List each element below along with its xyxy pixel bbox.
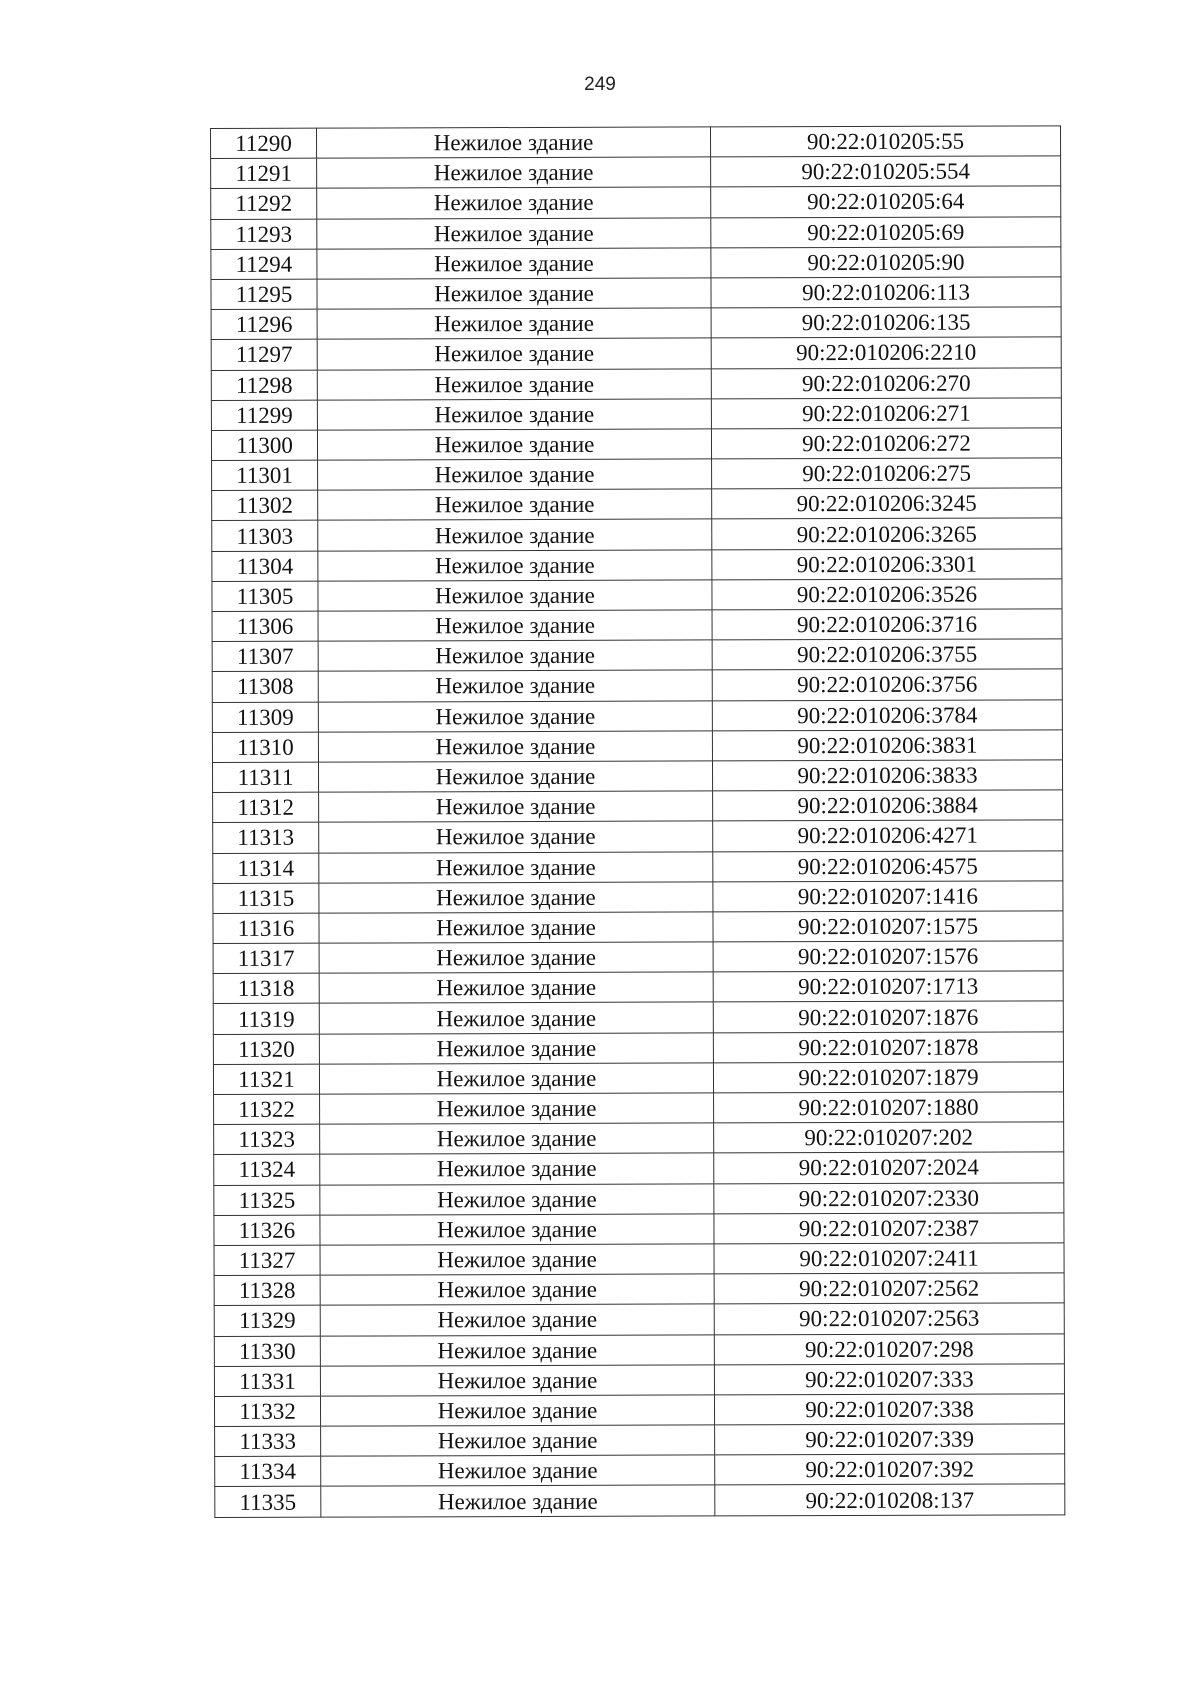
registry-table [210,125,1065,1517]
cadastral-number-cell: 90:22:010207:202 [714,1122,1064,1153]
cadastral-number-cell: 90:22:010206:271 [711,398,1061,429]
object-type-cell: Нежилое здание [319,942,713,973]
table-row [214,1243,1064,1276]
object-type-cell: Нежилое здание [319,972,713,1003]
row-number-cell: 11311 [212,762,318,793]
object-type-cell: Нежилое здание [319,791,713,822]
table-row [214,1213,1064,1246]
cadastral-number-cell: 90:22:010206:2210 [711,337,1061,368]
cadastral-number-cell: 90:22:010206:4575 [713,850,1063,881]
table-row [212,760,1062,793]
row-number-cell: 11323 [214,1124,320,1155]
row-number-cell: 11297 [211,339,317,370]
object-type-cell: Нежилое здание [319,912,713,943]
table-row [213,850,1063,883]
object-type-cell: Нежилое здание [317,338,711,369]
table-row [215,1424,1065,1457]
row-number-cell: 11304 [212,551,318,582]
object-type-cell: Нежилое здание [319,1063,713,1094]
row-number-cell: 11302 [212,490,318,521]
cadastral-number-cell: 90:22:010205:554 [711,156,1061,187]
object-type-cell: Нежилое здание [320,1093,714,1124]
cadastral-number-cell: 90:22:010206:3245 [712,488,1062,519]
row-number-cell: 11321 [213,1064,319,1095]
table-row [213,820,1063,853]
row-number-cell: 11308 [212,672,318,703]
table-row [213,971,1063,1004]
object-type-cell: Нежилое здание [318,610,712,641]
table-row [213,941,1063,974]
object-type-cell: Нежилое здание [320,1214,714,1245]
row-number-cell: 11291 [211,158,317,189]
row-number-cell: 11335 [215,1487,321,1518]
object-type-cell: Нежилое здание [317,368,711,399]
cadastral-number-cell: 90:22:010205:64 [711,186,1061,217]
cadastral-number-cell: 90:22:010206:3831 [712,730,1062,761]
cadastral-number-cell: 90:22:010206:3716 [712,609,1062,640]
row-number-cell: 11290 [211,128,317,159]
table-row [211,156,1061,189]
cadastral-number-cell: 90:22:010207:1878 [713,1031,1063,1062]
object-type-cell: Нежилое здание [318,550,712,581]
table-row [211,186,1061,219]
row-number-cell: 11296 [211,309,317,340]
row-number-cell: 11328 [214,1275,320,1306]
object-type-cell: Нежилое здание [320,1274,714,1305]
object-type-cell: Нежилое здание [318,731,712,762]
object-type-cell: Нежилое здание [321,1455,715,1486]
row-number-cell: 11318 [213,973,319,1004]
object-type-cell: Нежилое здание [318,640,712,671]
row-number-cell: 11310 [212,732,318,763]
cadastral-number-cell: 90:22:010206:3784 [712,699,1062,730]
table-row [215,1484,1065,1517]
row-number-cell: 11331 [214,1366,320,1397]
cadastral-number-cell: 90:22:010207:1575 [713,911,1063,942]
row-number-cell: 11332 [214,1396,320,1427]
cadastral-number-cell: 90:22:010207:2330 [714,1182,1064,1213]
cadastral-number-cell: 90:22:010205:55 [710,126,1060,157]
table-row [211,398,1061,431]
cadastral-number-cell: 90:22:010205:69 [711,216,1061,247]
table-row [212,669,1062,702]
cadastral-number-cell: 90:22:010207:2563 [714,1303,1064,1334]
row-number-cell: 11326 [214,1215,320,1246]
object-type-cell: Нежилое здание [318,580,712,611]
row-number-cell: 11307 [212,641,318,672]
cadastral-number-cell: 90:22:010207:1876 [713,1001,1063,1032]
table-row [212,579,1062,612]
table-row [214,1152,1064,1185]
row-number-cell: 11322 [214,1094,320,1125]
object-type-cell: Нежилое здание [317,157,711,188]
object-type-cell: Нежилое здание [317,248,711,279]
row-number-cell: 11303 [212,521,318,552]
object-type-cell: Нежилое здание [319,821,713,852]
row-number-cell: 11327 [214,1245,320,1276]
row-number-cell: 11312 [213,792,319,823]
object-type-cell: Нежилое здание [321,1425,715,1456]
table-row [214,1364,1064,1397]
table-row [213,790,1063,823]
table-row [212,699,1062,732]
object-type-cell: Нежилое здание [317,187,711,218]
object-type-cell: Нежилое здание [318,670,712,701]
row-number-cell: 11309 [212,702,318,733]
row-number-cell: 11324 [214,1155,320,1186]
table-row [211,126,1061,159]
table-body [211,126,1065,1517]
table-row [212,488,1062,521]
cadastral-number-cell: 90:22:010205:90 [711,247,1061,278]
row-number-cell: 11295 [211,279,317,310]
row-number-cell: 11317 [213,943,319,974]
cadastral-number-cell: 90:22:010206:3884 [713,790,1063,821]
cadastral-number-cell: 90:22:010207:1713 [713,971,1063,1002]
table-row [211,337,1061,370]
table-row [214,1182,1064,1215]
object-type-cell: Нежилое здание [319,851,713,882]
row-number-cell: 11300 [211,430,317,461]
table-row [212,639,1062,672]
object-type-cell: Нежилое здание [318,489,712,520]
table-row [212,518,1062,551]
table-row [212,609,1062,642]
cadastral-number-cell: 90:22:010206:135 [711,307,1061,338]
table-row [212,730,1062,763]
row-number-cell: 11330 [214,1336,320,1367]
cadastral-number-cell: 90:22:010207:2411 [714,1243,1064,1274]
table-row [214,1122,1064,1155]
table-row [214,1273,1064,1306]
row-number-cell: 11320 [213,1034,319,1065]
object-type-cell: Нежилое здание [320,1304,714,1335]
row-number-cell: 11298 [211,370,317,401]
row-number-cell: 11305 [212,581,318,612]
cadastral-number-cell: 90:22:010206:3301 [712,548,1062,579]
cadastral-number-cell: 90:22:010207:2024 [714,1152,1064,1183]
table-row [213,1031,1063,1064]
row-number-cell: 11313 [213,822,319,853]
row-number-cell: 11325 [214,1185,320,1216]
cadastral-number-cell: 90:22:010206:3265 [712,518,1062,549]
object-type-cell: Нежилое здание [320,1183,714,1214]
table-row [211,307,1061,340]
table-row [213,1001,1063,1034]
object-type-cell: Нежилое здание [320,1244,714,1275]
row-number-cell: 11293 [211,219,317,250]
object-type-cell: Нежилое здание [317,308,711,339]
object-type-cell: Нежилое здание [318,519,712,550]
table-row [211,367,1061,400]
object-type-cell: Нежилое здание [318,761,712,792]
table-row [211,277,1061,310]
row-number-cell: 11329 [214,1305,320,1336]
object-type-cell: Нежилое здание [317,278,711,309]
table-row [213,881,1063,914]
object-type-cell: Нежилое здание [321,1485,715,1516]
object-type-cell: Нежилое здание [320,1334,714,1365]
row-number-cell: 11306 [212,611,318,642]
cadastral-number-cell: 90:22:010206:3755 [712,639,1062,670]
cadastral-number-cell: 90:22:010207:339 [715,1424,1065,1455]
cadastral-number-cell: 90:22:010207:333 [714,1364,1064,1395]
cadastral-number-cell: 90:22:010207:1880 [714,1092,1064,1123]
cadastral-number-cell: 90:22:010207:1416 [713,881,1063,912]
cadastral-number-cell: 90:22:010206:3833 [712,760,1062,791]
cadastral-number-cell: 90:22:010207:338 [714,1394,1064,1425]
row-number-cell: 11315 [213,883,319,914]
page-number: 249 [584,74,616,95]
row-number-cell: 11292 [211,189,317,220]
cadastral-number-cell: 90:22:010207:392 [715,1454,1065,1485]
cadastral-number-cell: 90:22:010206:275 [712,458,1062,489]
row-number-cell: 11319 [213,1004,319,1035]
table-row [211,216,1061,249]
cadastral-number-cell: 90:22:010208:137 [715,1484,1065,1515]
table-row [214,1394,1064,1427]
object-type-cell: Нежилое здание [319,882,713,913]
table-row [214,1303,1064,1336]
cadastral-number-cell: 90:22:010206:270 [711,367,1061,398]
table-row [211,247,1061,280]
object-type-cell: Нежилое здание [317,399,711,430]
row-number-cell: 11316 [213,913,319,944]
object-type-cell: Нежилое здание [320,1153,714,1184]
row-number-cell: 11334 [215,1456,321,1487]
table-row [212,548,1062,581]
table-row [214,1333,1064,1366]
table-row [212,458,1062,491]
object-type-cell: Нежилое здание [320,1395,714,1426]
cadastral-number-cell: 90:22:010206:3526 [712,579,1062,610]
row-number-cell: 11301 [212,460,318,491]
object-type-cell: Нежилое здание [319,1033,713,1064]
cadastral-number-cell: 90:22:010207:1879 [713,1062,1063,1093]
table-row [213,911,1063,944]
cadastral-number-cell: 90:22:010207:2562 [714,1273,1064,1304]
table-row [214,1092,1064,1125]
row-number-cell: 11333 [215,1426,321,1457]
object-type-cell: Нежилое здание [320,1123,714,1154]
table-row [215,1454,1065,1487]
cadastral-number-cell: 90:22:010207:1576 [713,941,1063,972]
cadastral-number-cell: 90:22:010206:3756 [712,669,1062,700]
object-type-cell: Нежилое здание [319,1002,713,1033]
object-type-cell: Нежилое здание [317,217,711,248]
object-type-cell: Нежилое здание [320,1365,714,1396]
cadastral-number-cell: 90:22:010206:113 [711,277,1061,308]
cadastral-number-cell: 90:22:010207:298 [714,1333,1064,1364]
row-number-cell: 11299 [211,400,317,431]
row-number-cell: 11294 [211,249,317,280]
table-row [211,428,1061,461]
object-type-cell: Нежилое здание [317,127,711,158]
row-number-cell: 11314 [213,853,319,884]
cadastral-number-cell: 90:22:010206:4271 [713,820,1063,851]
table-row [213,1062,1063,1095]
cadastral-number-cell: 90:22:010206:272 [711,428,1061,459]
object-type-cell: Нежилое здание [317,429,711,460]
object-type-cell: Нежилое здание [318,459,712,490]
object-type-cell: Нежилое здание [318,700,712,731]
cadastral-number-cell: 90:22:010207:2387 [714,1213,1064,1244]
